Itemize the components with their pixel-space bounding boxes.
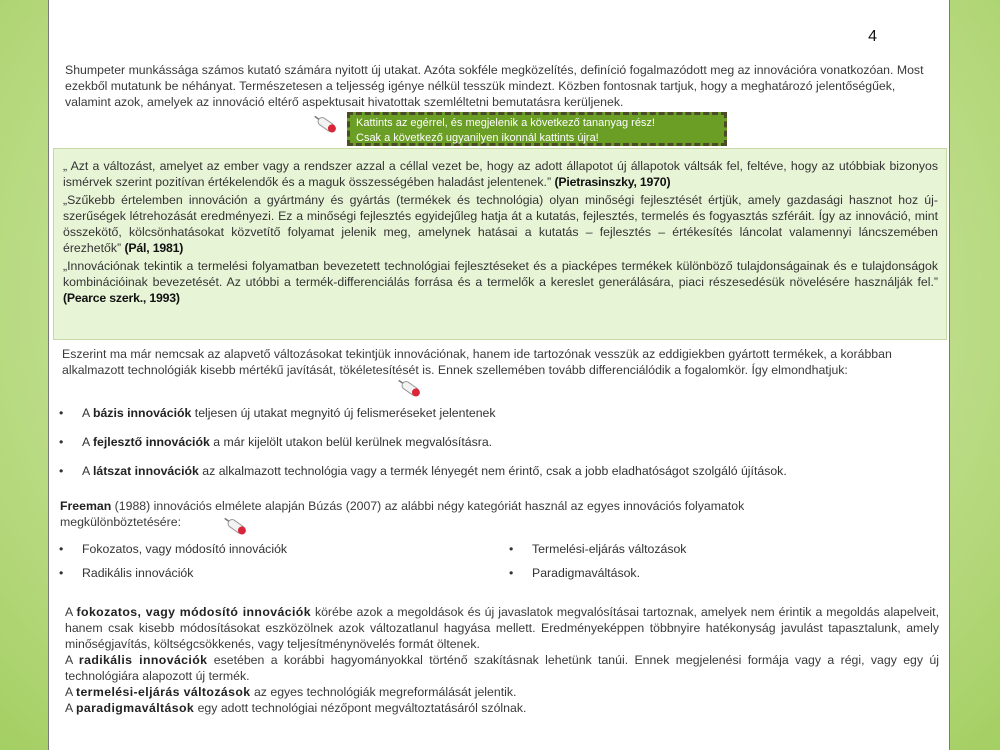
bullet-icon: • — [509, 566, 514, 580]
freeman-paragraph: Freeman (1988) innovációs elmélete alapján Búzás (2007) az alábbi négy kategóriát használ az egyes innovációs folyamatok megkülönböztetésére: — [60, 499, 745, 529]
category-radical: Radikális innovációk — [82, 566, 194, 580]
pushpin-icon[interactable] — [313, 114, 341, 136]
definitions-quote-box — [53, 148, 947, 340]
definition-process-change: A termelési-eljárás változások az egyes technológiák megreformálását jelentik. — [65, 685, 517, 699]
bullet-icon: • — [509, 542, 514, 556]
quote-2 — [63, 192, 938, 256]
intro-paragraph: Shumpeter munkássága számos kutató számára nyitott új utakat. Azóta sokféle megközelítés, definíció fogalmazódott meg az innovációra vonatkozóan. Most ezekből mutatunk be néhányat. Természetesen a teljesség igénye nélkül tesszük mindezt. Közben fontosnak tartjuk, hogy a meghatározó jelentőségűek, valamint azok, amelyek az innováció eltérő aspektusait hivatottak szemléltetni bemutatásra kerüljenek. — [65, 63, 924, 109]
quote-1-text: „ Azt a változást, amelyet az ember vagy a rendszer azzal a céllal vezet be, hogy az adott állapotot új állapotok váltsák fel, feltéve, hogy az utóbbiak bizonyos ismérvek szerint pozitívan értékelendők és a maguk összességében haladást jelentenek.” — [63, 159, 938, 189]
term-developing: fejlesztő innovációk — [92, 435, 210, 449]
tooltip-line-1: Kattints az egérrel, és megjelenik a következő tananyag rész! — [356, 117, 655, 129]
quote-3-citation: (Pearce szerk., 1993) — [63, 291, 180, 305]
definition-radical: A radikális innovációk esetében a korábbi hagyományokkal történő szakításnak lehetünk tanúi. Ennek megjelenési formája vagy a régi, vagy egy új technológiára alapozott új termék. — [65, 653, 939, 683]
tooltip-line-2: Csak a következő ugyanilyen ikonnál kattints újra! — [356, 132, 599, 144]
term-basis: bázis innovációk — [92, 406, 192, 420]
page-number: 4 — [868, 28, 877, 45]
bullet-icon: • — [59, 435, 64, 449]
freeman-name: Freeman — [60, 499, 112, 513]
bullet-icon: • — [59, 464, 64, 478]
category-incremental: Fokozatos, vagy módosító innovációk — [82, 542, 288, 556]
pushpin-icon[interactable] — [397, 378, 425, 400]
document-page: 4 Shumpeter munkássága számos kutató számára nyitott új utakat. Azóta sokféle megközelítés, definíció fogalmazódott meg az innovációra vonatkozóan. Most ezekből mutatunk be néhányat. Természetesen a teljesség igénye nélkül tesszük mindezt. Közben fontosnak tartjuk, hogy a meghatározó jelentőségűek, valamint azok, amelyek az innováció eltérő aspektusait hivatottak szemléltetni bemutatásra kerüljenek. Kattints az egérrel, és megjelenik a következő tananyag rész! Csak a következő ugyanilyen ikonnál kattints újra! „ Azt a változást, amelyet az ember vagy a rendszer azzal a céllal vezet be, hogy az adott állapotot új állapotok váltsák fel, feltéve, hogy az utóbbiak bizonyos ismérvek szerint pozitívan értékelendők és a maguk összességében haladást jelentenek.” (Pietrasinszky, 1970) „Szűkebb értelemben innováción a gyártmány és gyártás (termékek és technológia) olyan minőségi fejlesztését értjük, amely gazdasági hasznot hoz újszerűségek létrehozását eredményezi. Ez a minőségi fejlesztés egyidejűleg hatja át a kutatás, fejlesztés, termelés és fogyasztás szféráit. Így az innováció, mint összekötő, kölcsönhatásokat közvetítő folyamat jelenik meg, amelynek hatásai a kutatás – fejlesztés – értékesítés láncolat valamennyi láncszemében érezhetők” (Pál, 1981) „Innovációnak tekintik a termelési folyamatban bevezetett technológiai fejlesztéseket és a piacképes termékek különböző tulajdonságainak és e tulajdonságok kombinációinak bevezetését. Az utóbbi a termék-differenciálás forrása és a termelők a kereslet generálására, piaci részesedésük növelésére használják fel.” (Pearce szerk., 1993) Eszerint ma már nemcsak az alapvető változásokat tekintjük innovációnak, hanem ide tartozónak vesszük az eddigiekben gyártott termékek, a korábban alkalmazott technológiák kisebb mértékű javítását, tökéletesítését is. Ennek szellemében tovább differenciálódik a fogalomkör. Így elmondhatjuk: • A bázis innovációk teljesen új utakat megnyitó új felismeréseket jelentenek • A fejlesztő innovációk a már kijelölt utakon belül kerülnek megvalósításra. • A látszat innovációk az alkalmazott technológia vagy a termék lényegét nem érintő, csak a jobb eladhatóságot szolgáló újítások. Freeman (1988) innovációs elmélete alapján Búzás (2007) az alábbi négy kategóriát használ az egyes innovációs folyamatok megkülönböztetésére: • Fokozatos, vagy módosító innovációk • Radikális innovációk • Termelési-eljárás változások • Paradigmaváltások. A fokozatos, vagy módosító innovációk körébe azok a megoldások és új javaslatok megvalósításai tartoznak, amelyek nem érintik a megoldás alapelveit, hanem csak kisebb módosításokat eszközölnek azok változatlanul hagyása mellett. Eredményeképpen többnyire hatékonyság javulást tapasztalunk, amely minőségjavítás, költségcsökkenés, vagy teljesítménynövelés formát öltenek. A radikális innovációk esetében a korábbi hagyományokkal történő szakításnak lehetünk tanúi. Ennek megjelenési formája vagy a régi, vagy egy új technológiára alapozott új termék. A termelési-eljárás változások az egyes technológiák megreformálását jelentik. A paradigmaváltások egy adott technológiai nézőpont megváltoztatásáról szólnak. — [48, 0, 950, 750]
bullet-icon: • — [59, 566, 64, 580]
definition-incremental: A fokozatos, vagy módosító innovációk körébe azok a megoldások és új javaslatok megvalósításai tartoznak, amelyek nem érintik a megoldás alapelveit, hanem csak kisebb módosításokat eszközölnek azok változatlanul hagyása mellett. Eredményeképpen többnyire hatékonyság javulást tapasztalunk, amely minőségjavítás, költségcsökkenés, vagy teljesítménynövelés formát öltenek. — [65, 605, 939, 651]
quote-2-citation: (Pál, 1981) — [124, 241, 184, 255]
term-apparent: látszat innovációk — [92, 464, 199, 478]
definition-paradigm-shift: A paradigmaváltások egy adott technológiai nézőpont megváltoztatásáról szólnak. — [65, 701, 527, 715]
quote-1-citation: (Pietrasinszky, 1970) — [554, 175, 671, 189]
explanation-paragraph: Eszerint ma már nemcsak az alapvető változásokat tekintjük innovációnak, hanem ide tartozónak vesszük az eddigiekben gyártott termékek, a korábban alkalmazott technológiák kisebb mértékű javítását, tökéletesítését is. Ennek szellemében tovább differenciálódik a fogalomkör. Így elmondhatjuk: — [62, 347, 892, 377]
hint-tooltip — [347, 112, 727, 146]
bullet-icon: • — [59, 542, 64, 556]
category-process-change: Termelési-eljárás változások — [532, 542, 687, 556]
bullet-icon: • — [59, 406, 64, 420]
quote-3 — [63, 258, 938, 306]
category-paradigm-shift: Paradigmaváltások. — [532, 566, 640, 580]
definitions-section — [65, 604, 939, 716]
quote-3-text: „Innovációnak tekintik a termelési folyamatban bevezetett technológiai fejlesztéseket és a piacképes termékek különböző tulajdonságainak és e tulajdonságok kombinációinak bevezetését. Az utóbbi a termék-differenciálás forrása és a termelők a kereslet generálására, piaci részesedésük növelésére használják fel.” — [63, 259, 938, 289]
quote-2-text: „Szűkebb értelemben innováción a gyártmány és gyártás (termékek és technológia) olyan minőségi fejlesztését értjük, amely gazdasági hasznot hoz újszerűségek létrehozását eredményezi. Ez a minőségi fejlesztés egyidejűleg hatja át a kutatás, fejlesztés, termelés és fogyasztás szféráit. Így az innováció, mint összekötő, kölcsönhatásokat közvetítő folyamat jelenik meg, amelynek hatásai a kutatás – fejlesztés – értékesítés láncolat valamennyi láncszemében érezhetők” — [63, 193, 938, 255]
quote-1 — [63, 158, 938, 190]
pushpin-icon[interactable] — [223, 516, 251, 538]
